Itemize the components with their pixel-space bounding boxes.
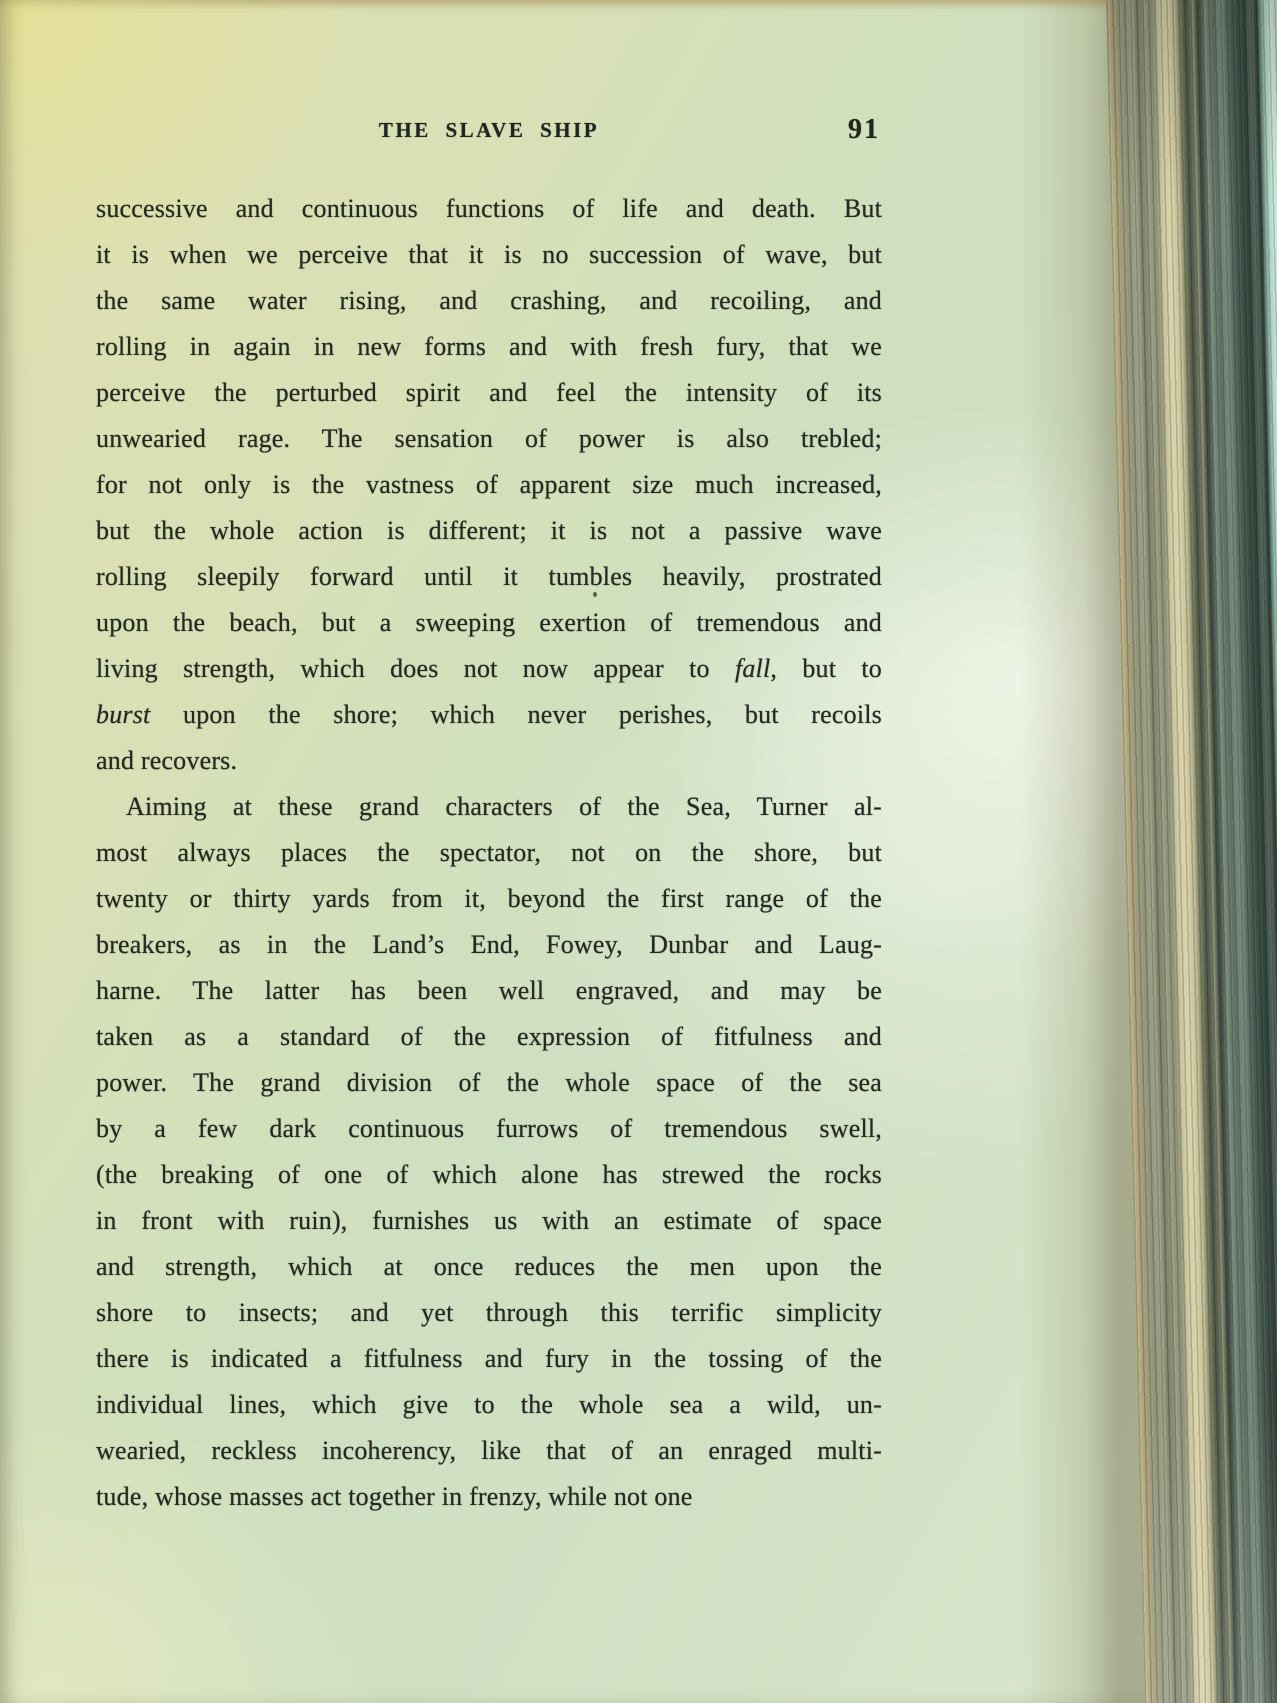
text-line: [96, 278, 882, 324]
body-text: [96, 186, 882, 1520]
text-line: [96, 370, 882, 416]
text-segment: taken as a standard of the expression of fitfulness and: [96, 1022, 882, 1051]
text-line: [96, 1244, 882, 1290]
text-segment: unwearied rage. The sensation of power is also trebled;: [96, 424, 882, 453]
text-segment: shore to insects; and yet through this terrific simplicity: [96, 1298, 882, 1327]
text-line: [96, 692, 882, 738]
text-line: [96, 1290, 882, 1336]
text-segment: power. The grand division of the whole space of the sea: [96, 1068, 882, 1097]
text-segment: harne. The latter has been well engraved, and may be: [96, 976, 882, 1005]
text-line: [96, 1060, 882, 1106]
text-segment: by a few dark continuous furrows of tremendous swell,: [96, 1114, 882, 1143]
text-segment: the same water rising, and crashing, and recoiling, and: [96, 286, 882, 315]
page-number: 91: [848, 114, 880, 145]
text-line: [96, 462, 882, 508]
text-segment: rolling in again in new forms and with fresh fury, that we: [96, 332, 882, 361]
running-title: THE SLAVE SHIP: [378, 118, 600, 142]
text-line: [96, 1198, 882, 1244]
text-line: [96, 600, 882, 646]
text-line: [96, 876, 882, 922]
text-line: [96, 554, 882, 600]
text-segment: but the whole action is different; it is not a passive wave: [96, 516, 882, 545]
text-line: [96, 1428, 882, 1474]
text-line: [96, 1474, 882, 1520]
text-line: [96, 324, 882, 370]
text-line: [96, 830, 882, 876]
text-segment: most always places the spectator, not on the shore, but: [96, 838, 882, 867]
text-segment: and recovers.: [96, 746, 238, 775]
text-segment: living strength, which does not now appear to: [96, 654, 735, 683]
text-line: [96, 508, 882, 554]
text-segment: individual lines, which give to the whole sea a wild, un-: [96, 1390, 882, 1419]
text-segment: Aiming at these grand characters of the Sea, Turner al-: [126, 792, 882, 821]
text-segment: and strength, which at once reduces the men upon the: [96, 1252, 882, 1281]
text-segment: twenty or thirty yards from it, beyond the first range of the: [96, 884, 882, 913]
text-line: [96, 968, 882, 1014]
text-line: [96, 646, 882, 692]
italic-text-segment: burst: [96, 700, 151, 729]
text-segment: wearied, reckless incoherency, like that of an enraged multi-: [96, 1436, 882, 1465]
text-line: [96, 1014, 882, 1060]
text-segment: successive and continuous functions of life and death. But: [96, 194, 882, 223]
text-line: [96, 1152, 882, 1198]
text-line: [96, 232, 882, 278]
text-line: [96, 416, 882, 462]
text-segment: breakers, as in the Land’s End, Fowey, Dunbar and Laug-: [96, 930, 882, 959]
text-line: [96, 1382, 882, 1428]
text-segment: there is indicated a fitfulness and fury in the tossing of the: [96, 1344, 882, 1373]
italic-text-segment: fall: [734, 654, 771, 683]
text-segment: it is when we perceive that it is no succession of wave, but: [96, 240, 882, 269]
text-line: [96, 738, 882, 784]
page-content: [96, 0, 882, 1703]
text-segment: in front with ruin), furnishes us with an estimate of space: [96, 1206, 882, 1235]
text-line: [96, 186, 882, 232]
text-segment: tude, whose masses act together in frenzy, while not one: [96, 1482, 693, 1511]
page-header: [96, 114, 882, 152]
text-segment: (the breaking of one of which alone has strewed the rocks: [96, 1160, 882, 1189]
text-segment: upon the shore; which never perishes, but recoils: [150, 700, 882, 729]
text-line: [96, 784, 882, 830]
scan-speck: [593, 592, 597, 597]
text-line: [96, 1106, 882, 1152]
text-segment: for not only is the vastness of apparent size much increased,: [96, 470, 882, 499]
text-segment: , but to: [770, 654, 882, 683]
text-line: [96, 922, 882, 968]
text-line: [96, 1336, 882, 1382]
text-segment: perceive the perturbed spirit and feel the intensity of its: [96, 378, 882, 407]
text-segment: upon the beach, but a sweeping exertion of tremendous and: [96, 608, 882, 637]
text-segment: rolling sleepily forward until it tumbles heavily, prostrated: [96, 562, 882, 591]
